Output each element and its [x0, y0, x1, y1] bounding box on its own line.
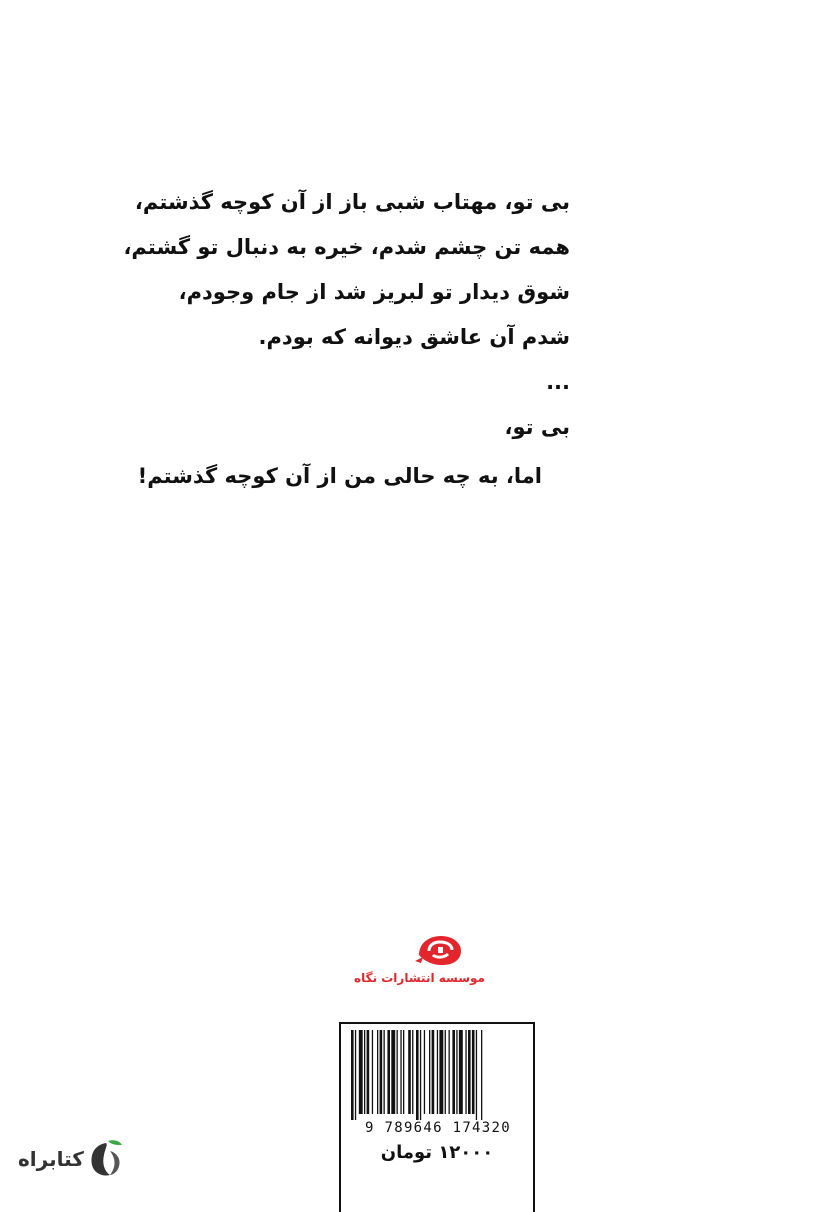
barcode-bar — [452, 1030, 455, 1114]
barcode-bar — [387, 1030, 390, 1114]
barcode-bar — [355, 1030, 356, 1120]
poem-line: اما، به چه حالی من از آن کوچه گذشتم! — [137, 464, 542, 488]
barcode-bar — [384, 1030, 385, 1114]
barcode-bar — [416, 1030, 419, 1120]
barcode-bar — [377, 1030, 378, 1114]
barcode-bar — [465, 1030, 466, 1114]
isbn-number: 9 789646 174320 — [365, 1120, 511, 1136]
barcode-bar — [445, 1030, 446, 1114]
publisher-logo — [354, 933, 485, 993]
barcode-bar — [476, 1030, 477, 1120]
barcode-bar — [391, 1030, 395, 1114]
barcode-bar — [372, 1030, 373, 1114]
watermark-text: کتابراه — [18, 1147, 84, 1171]
barcode-bar — [459, 1030, 463, 1114]
poem-line: بی تو، — [504, 415, 570, 439]
barcode-bar — [468, 1030, 471, 1114]
barcode-bar — [429, 1030, 430, 1114]
publisher-name: موسسه انتشارات نگاه — [354, 971, 485, 985]
barcode-bar — [439, 1030, 443, 1114]
barcode-label — [339, 1022, 535, 1212]
barcode-bar — [420, 1030, 421, 1120]
barcode-bar — [359, 1030, 363, 1114]
barcode-bar — [449, 1030, 450, 1114]
barcode-bar — [364, 1030, 365, 1114]
barcode-bar — [351, 1030, 354, 1120]
barcode-bar — [367, 1030, 370, 1114]
barcode-bar — [437, 1030, 438, 1114]
poem-line: ... — [546, 370, 570, 394]
barcode-bar — [400, 1030, 401, 1114]
poem-line: شدم آن عاشق دیوانه که بودم. — [258, 325, 570, 349]
poem — [123, 180, 570, 499]
barcode-bar — [397, 1030, 398, 1114]
price-label: ۱۲۰۰۰ تومان — [380, 1142, 494, 1163]
barcode-bar — [380, 1030, 383, 1114]
barcode-bar — [472, 1030, 475, 1114]
barcode-bar — [424, 1030, 425, 1114]
barcode-bar — [481, 1030, 482, 1120]
barcode-bar — [408, 1030, 411, 1114]
poem-line: همه تن چشم شدم، خیره به دنبال تو گشتم، — [123, 235, 570, 259]
barcode-bar — [403, 1030, 404, 1114]
barcode-bar — [456, 1030, 457, 1114]
leaf-logo-icon — [88, 1137, 124, 1179]
watermark — [18, 1135, 128, 1183]
barcode-bar — [432, 1030, 435, 1114]
publisher-logo-icon — [415, 933, 465, 967]
isbn-barcode — [349, 1030, 529, 1120]
poem-line: بی تو، مهتاب شبی باز از آن کوچه گذشتم، — [134, 190, 570, 214]
poem-line: شوق دیدار تو لبریز شد از جام وجودم، — [178, 280, 570, 304]
barcode-bar — [412, 1030, 413, 1114]
